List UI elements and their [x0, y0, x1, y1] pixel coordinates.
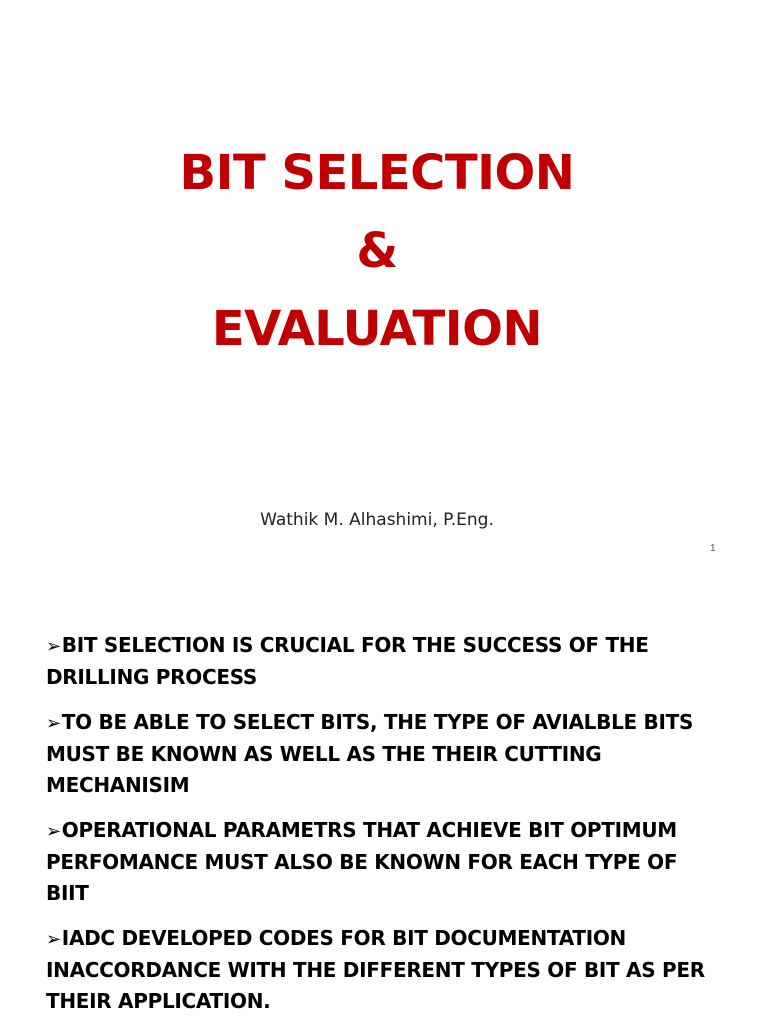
arrow-bullet-icon: ➢	[46, 713, 61, 734]
bullet-list	[46, 630, 726, 1031]
content-slide	[0, 600, 768, 1024]
arrow-bullet-icon: ➢	[46, 821, 61, 842]
title-line-3: EVALUATION	[211, 301, 543, 357]
bullet-text: IADC DEVELOPED CODES FOR BIT DOCUMENTATION INACCORDANCE WITH THE DIFFERENT TYPES OF BIT AS PER THEIR APPLICATION.	[46, 926, 705, 1013]
title-line-1: BIT SELECTION	[179, 145, 575, 201]
bullet-text: TO BE ABLE TO SELECT BITS, THE TYPE OF AVIALBLE BITS MUST BE KNOWN AS WELL AS THE THEIR CUTTING MECHANISIM	[46, 710, 694, 797]
bullet-item	[46, 923, 726, 1017]
title-line-2: &	[356, 223, 398, 279]
author-name: Wathik M. Alhashimi, P.Eng.	[260, 510, 494, 530]
bullet-item	[46, 630, 726, 693]
page-number: 1	[710, 543, 716, 554]
bullet-text: OPERATIONAL PARAMETRS THAT ACHIEVE BIT OPTIMUM PERFOMANCE MUST ALSO BE KNOWN FOR EACH TYPE OF BIIT	[46, 818, 678, 905]
arrow-bullet-icon: ➢	[46, 929, 61, 950]
arrow-bullet-icon: ➢	[46, 636, 61, 657]
slide-title	[0, 134, 754, 368]
bullet-text: BIT SELECTION IS CRUCIAL FOR THE SUCCESS OF THE DRILLING PROCESS	[46, 633, 649, 689]
bullet-item	[46, 707, 726, 801]
bullet-item	[46, 815, 726, 909]
